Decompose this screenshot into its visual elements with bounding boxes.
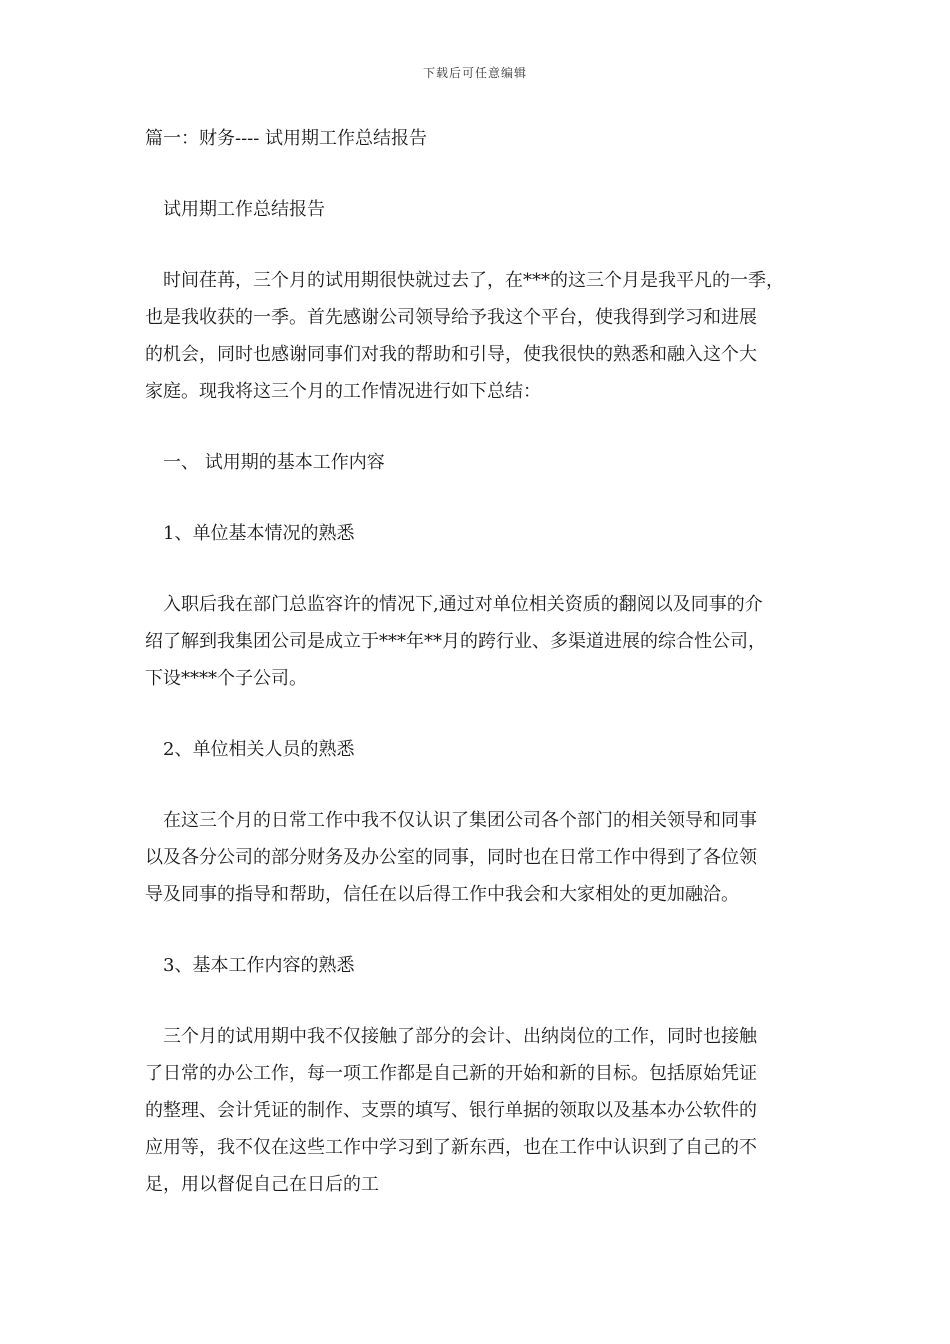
paragraph-line: 也是我收获的一季。首先感谢公司领导给予我这个平台，使我得到学习和进展 [145,307,757,328]
intro-paragraph [145,262,810,410]
page-header-note: 下载后可任意编辑 [422,66,527,80]
document-subtitle: 试用期工作总结报告 [163,199,325,220]
paragraph-line: 的机会，同时也感谢同事们对我的帮助和引导，使我很快的熟悉和融入这个大 [145,344,757,365]
item-heading: 2、单位相关人员的熟悉 [163,739,355,760]
paragraph-line: 家庭。现我将这三个月的工作情况进行如下总结： [145,381,541,402]
item1-paragraph [145,586,810,697]
paragraph-line: 导及同事的指导和帮助，信任在以后得工作中我会和大家相处的更加融洽。 [145,884,739,905]
paragraph-line: 绍了解到我集团公司是成立于***年**月的跨行业、多渠道进展的综合性公司， [145,631,766,652]
paragraph-line: 时间荏苒，三个月的试用期很快就过去了，在***的这三个月是我平凡的一季， [163,270,784,291]
paragraph-line: 了日常的办公工作，每一项工作都是自己新的开始和新的目标。包括原始凭证 [145,1063,757,1084]
document-title: 篇一：财务---- 试用期工作总结报告 [145,128,428,149]
paragraph-line: 的整理、会计凭证的制作、支票的填写、银行单据的领取以及基本办公软件的 [145,1100,757,1121]
item2-paragraph [145,802,810,913]
document-body [145,120,810,1237]
paragraph-line: 三个月的试用期中我不仅接触了部分的会计、出纳岗位的工作，同时也接触 [163,1026,757,1047]
paragraph-line: 下设****个子公司。 [145,668,307,689]
paragraph-line: 应用等，我不仅在这些工作中学习到了新东西，也在工作中认识到了自己的不 [145,1137,757,1158]
paragraph-line: 足，用以督促自己在日后的工 [145,1174,379,1195]
item-heading: 1、单位基本情况的熟悉 [163,523,355,544]
item3-paragraph [145,1018,810,1203]
item-heading: 3、基本工作内容的熟悉 [163,955,355,976]
section-heading: 一、 试用期的基本工作内容 [163,452,385,473]
paragraph-line: 以及各分公司的部分财务及办公室的同事，同时也在日常工作中得到了各位领 [145,847,757,868]
paragraph-line: 入职后我在部门总监容许的情况下,通过对单位相关资质的翻阅以及同事的介 [163,594,763,615]
paragraph-line: 在这三个月的日常工作中我不仅认识了集团公司各个部门的相关领导和同事 [163,810,757,831]
